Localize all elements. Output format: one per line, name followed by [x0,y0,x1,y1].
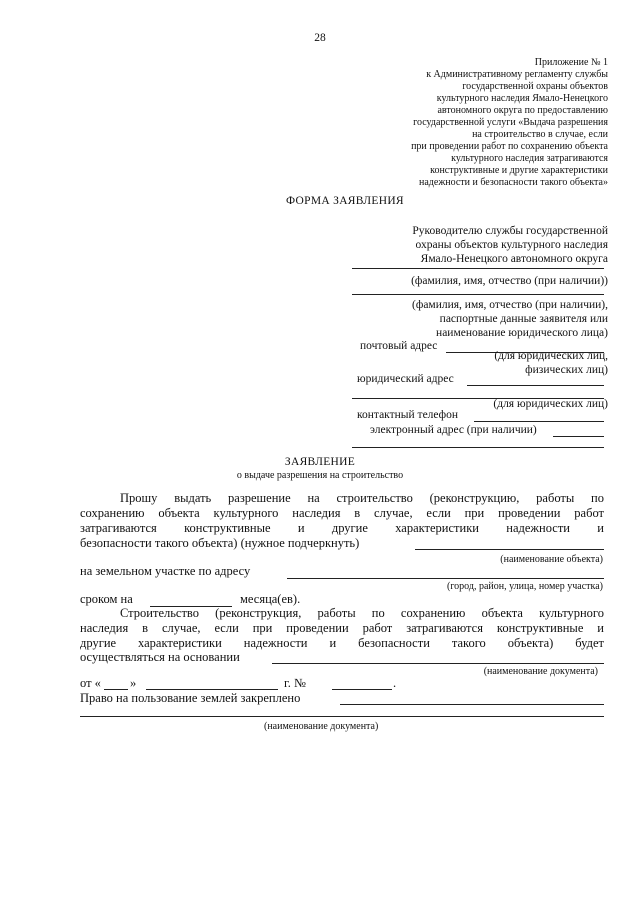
land-right-field-2[interactable] [80,716,604,717]
applicant-hint-line: паспортные данные заявителя или [439,313,608,325]
appendix-line: надежности и безопасности такого объекта» [419,177,608,188]
appendix-line: культурного наследия затрагиваются [451,153,608,164]
land-right-field[interactable] [340,704,604,705]
p2-line: осуществляться на основании [80,650,240,664]
phone-label: контактный телефон [357,409,459,421]
appendix-line: автономного округа по предоставлению [437,105,608,116]
page-number: 28 [314,32,326,44]
applicant-line[interactable] [352,294,604,295]
appendix-line: Приложение № 1 [534,57,608,68]
email-field-2[interactable] [352,447,604,448]
email-label: электронный адрес (при наличии) [370,424,537,436]
appendix-line: государственной охраны объектов [462,81,608,92]
land-right-label: Право на пользование землей закреплено [80,691,301,705]
year-number-label: г. № [284,676,306,690]
addressee-line: Руководителю службы государственной [412,225,608,237]
from-prefix: от « [80,676,101,690]
term-prefix: сроком на [80,592,133,606]
object-hint: (наименование объекта) [500,554,603,565]
statement-subtitle: о выдаче разрешения на строительство [236,470,404,481]
appendix-line: на строительство в случае, если [472,129,608,140]
object-name-field[interactable] [415,549,604,550]
month-field[interactable] [146,689,278,690]
p2-line: Строительство (реконструкция, работы по сохранению объекта культурного [120,606,604,620]
address-hint: (город, район, улица, номер участка) [447,581,603,592]
day-field[interactable] [104,689,128,690]
applicant-hint-line: наименование юридического лица) [436,327,608,339]
appendix-line: культурного наследия Ямало-Ненецкого [436,93,608,104]
legal-hint: (для юридических лиц) [493,398,608,410]
phone-field[interactable] [474,421,604,422]
doc-hint-2: (наименование документа) [264,721,379,732]
applicant-hint-line: (фамилия, имя, отчество (при наличии), [412,299,608,311]
head-name-hint: (фамилия, имя, отчество (при наличии)) [411,275,608,287]
p1-line: сохранению объекта культурного наследия в случае, если при проведении работ [80,506,604,520]
p1-line: безопасности такого объекта) (нужное подчеркнуть) [80,536,360,550]
appendix-line: при проведении работ по сохранению объекта [411,141,608,152]
appendix-line: к Административному регламенту службы [426,69,608,80]
from-end: . [393,676,397,690]
land-address-field[interactable] [287,578,604,579]
legal-address-label: юридический адрес [357,373,454,385]
legal-address-field[interactable] [467,385,604,386]
from-mid: » [130,676,137,690]
appendix-line: конструктивные и другие характеристики [430,165,608,176]
head-name-line[interactable] [352,268,604,269]
p2-line: наследия в случае, если при проведении работ затрагиваются конструктивные и [80,621,604,635]
doc-hint: (наименование документа) [483,666,598,677]
p1-line: Прошу выдать разрешение на строительство (реконструкцию, работы по [120,491,604,505]
form-title: ФОРМА ЗАЯВЛЕНИЯ [286,195,404,207]
p2-line: другие характеристики надежности и безопасности такого объекта) будет [80,636,604,650]
term-suffix: месяца(ев). [240,592,301,606]
land-address-label: на земельном участке по адресу [80,564,251,578]
addressee-line: Ямало-Ненецкого автономного округа [420,253,608,265]
postal-hint-line: (для юридических лиц, [494,350,608,362]
email-field[interactable] [553,436,604,437]
postal-hint-line: физических лиц) [525,364,608,376]
appendix-line: государственной услуги «Выдача разрешения [413,117,608,128]
addressee-line: охраны объектов культурного наследия [415,239,608,251]
postal-address-label: почтовый адрес [360,340,438,352]
statement-title: ЗАЯВЛЕНИЕ [284,456,356,468]
doc-number-field[interactable] [332,689,392,690]
basis-doc-field[interactable] [272,663,604,664]
p1-line: затрагиваются конструктивные и другие характеристики надежности и [80,521,604,535]
